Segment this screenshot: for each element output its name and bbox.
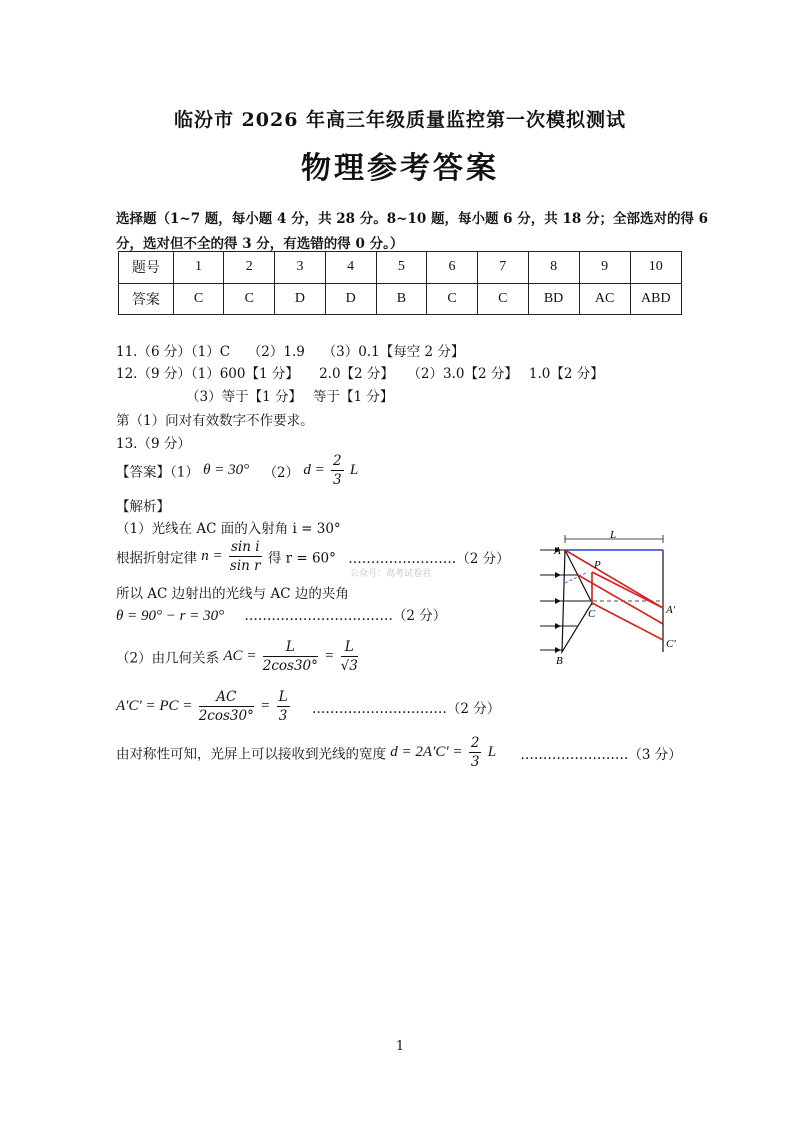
question-cell: 5 [376,252,427,284]
question-cell: 8 [528,252,579,284]
q13-answer [116,452,358,489]
fraction-numerator: 2 [333,453,342,469]
answer-row-label: 答案 [119,283,174,315]
analysis-step7 [116,734,682,771]
answer-cell: B [376,283,427,315]
analysis-step6 [116,688,500,725]
step6-lhs: A′C′ = PC = [116,698,193,714]
q12-line2: （3）等于【1 分】 等于【1 分】 [186,389,394,405]
question-row-label: 题号 [119,252,174,284]
watermark-text: 公众号：高考试卷君 [350,569,432,579]
snell-fraction [229,538,262,575]
q12-note: 第（1）问对有效数字不作要求。 [116,413,314,429]
step2-score: ……………………（2 分） [348,550,510,567]
answer-cell: BD [528,283,579,315]
step7-score: ……………………（3 分） [520,746,682,763]
label-C-prime: C′ [666,638,676,650]
analysis-step1: （1）光线在 AC 面的入射角 i = 30° [116,521,341,537]
choice-intro-line1: 选择题（1~7 题，每小题 4 分，共 28 分。8~10 题，每小题 6 分，共 18 分；全部选对的得 6 [116,211,709,227]
q11-answer: 11.（6 分）（1）C （2）1.9 （3）0.1【每空 2 分】 [116,344,465,360]
step5-fraction1 [263,638,318,675]
answer-label: 【答案】（1） [116,464,199,481]
answer-cell: C [224,283,275,315]
label-P: P [594,559,601,571]
step7-prefix: 由对称性可知，光屏上可以接收到光线的宽度 [116,746,386,763]
label-A: A [554,545,561,557]
label-B: B [556,655,563,667]
fraction-denominator: 2cos30° [198,708,254,724]
label-L: L [610,529,617,541]
answer-theta: θ = 30° [203,462,250,478]
question-cell: 7 [477,252,528,284]
step7-eq: d = 2A′C′ = [390,744,463,760]
fraction-denominator: √3 [340,658,358,674]
question-cell: 2 [224,252,275,284]
answer-cell: C [477,283,528,315]
question-cell: 3 [275,252,326,284]
choice-intro-line2: 分，选对但不全的得 3 分，有选错的得 0 分。） [116,236,404,252]
label-A-prime: A′ [666,604,676,616]
q13-header: 13.（9 分） [116,436,191,452]
analysis-step2 [116,538,510,575]
step6-fraction2 [277,688,290,725]
analysis-label: 【解析】 [116,499,170,515]
answer-cell: AC [579,283,630,315]
refracted-rays [565,550,663,640]
question-cell: 9 [579,252,630,284]
fraction-denominator: sin r [229,558,261,574]
exam-title: 临汾市 2026 年高三年级质量监控第一次模拟测试 [173,109,627,131]
step6-eq: = [260,698,271,714]
answer-L: L [349,462,359,478]
analysis-step3: 所以 AC 边射出的光线与 AC 边的夹角 [116,586,349,602]
fraction-denominator: 3 [333,472,342,488]
analysis-step4 [116,604,446,625]
fraction-numerator: L [278,689,288,705]
step5-ac: AC = [223,648,257,664]
answer-cell: D [325,283,376,315]
doc-title: 物理参考答案 [301,151,499,186]
fraction-numerator: 2 [470,735,480,751]
fraction-numerator: AC [199,688,254,707]
question-cell: 6 [427,252,478,284]
step6-score: …………………………（2 分） [311,700,501,717]
step2-prefix: 根据折射定律 [116,550,197,567]
step7-L: L [487,744,497,760]
step4-score: ……………………………（2 分） [244,608,447,624]
step2-n: n = [201,548,223,564]
q12-line1: 12.（9 分）（1）600【1 分】 2.0【2 分】 （2）3.0【2 分】 1.0【2 分】 [116,366,604,382]
step4-equation: θ = 90° − r = 30° [116,608,225,624]
label-C: C [588,608,596,620]
answer-row [119,283,682,315]
fraction-numerator: L [263,638,318,657]
answer-cell: C [427,283,478,315]
fraction-numerator: L [341,638,358,657]
fraction-denominator: 2cos30° [262,658,318,674]
answer-d-fraction [331,452,344,489]
question-cell: 10 [630,252,681,284]
question-cell: 1 [173,252,224,284]
answer-part2-label: （2） [263,464,300,481]
step7-fraction [469,734,482,771]
fraction-denominator: 3 [278,708,288,724]
answer-table [118,251,682,315]
question-row [119,252,682,284]
answer-d-prefix: d = [303,462,325,478]
question-cell: 4 [325,252,376,284]
step5-fraction2 [341,638,358,675]
answer-cell: ABD [630,283,681,315]
arrow-heads [555,547,561,653]
fraction-numerator: sin i [230,539,260,555]
step6-fraction1 [199,688,254,725]
step2-suffix: 得 r = 60° [267,550,336,567]
optics-figure [530,528,700,670]
step5-prefix: （2）由几何关系 [116,650,220,667]
analysis-step5 [116,638,360,675]
step5-eq: = [324,648,335,664]
answer-cell: D [275,283,326,315]
fraction-denominator: 3 [470,754,480,770]
answer-cell: C [173,283,224,315]
page-number: 1 [395,1039,405,1054]
